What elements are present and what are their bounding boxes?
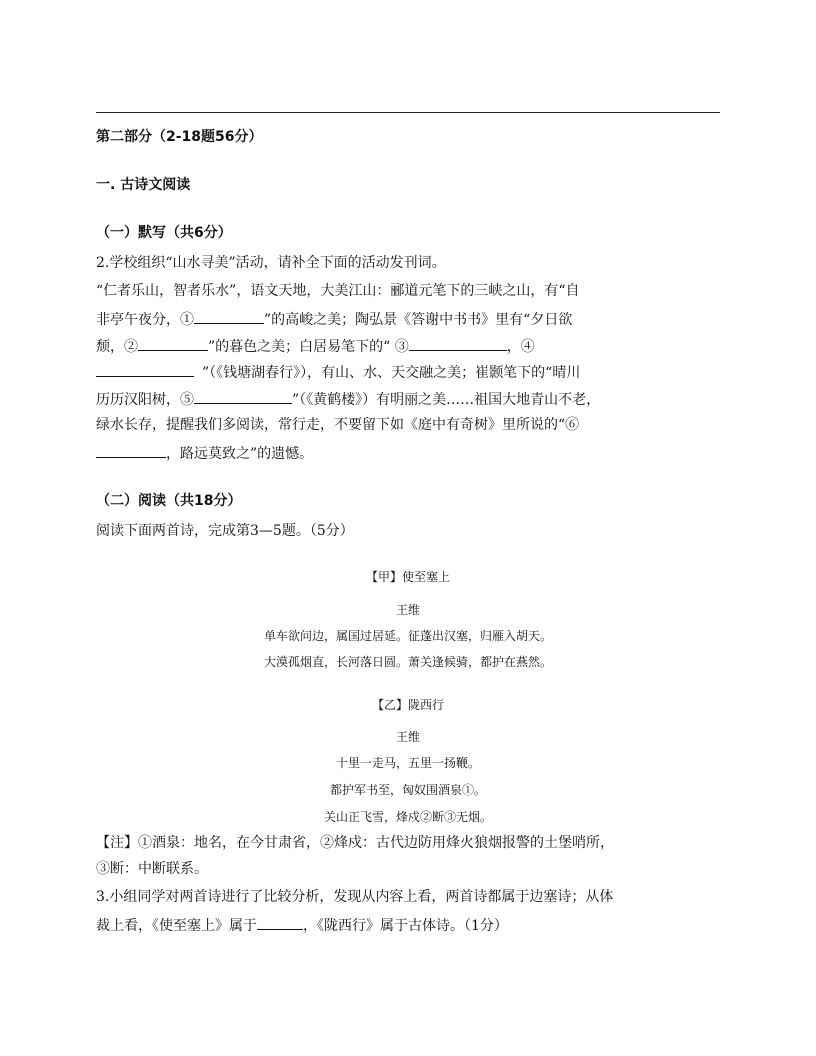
q2-line7: 绿水长存，提醒我们多阅读，常行走，不要留下如《庭中有奇树》里所说的“⑥: [96, 417, 580, 433]
q2-line6a: 历历汉阳树，⑤: [96, 392, 194, 408]
poem2-line: 关山正飞雪，烽戍②断③无烟。: [323, 810, 492, 824]
q2-line1: 2.学校组织“山水寻美”活动，请补全下面的活动发刊词。: [96, 255, 446, 271]
section-title: 第二部分（2-18题56分）: [96, 129, 263, 145]
poem1-line: 单车欲问边，属国过居延。征蓬出汉塞，归雁入胡天。: [263, 629, 552, 643]
q2-line4c: ，④: [506, 339, 535, 355]
q2-line6: [96, 391, 600, 407]
note-line1: 【注】①酒泉：地名，在今甘肃省，②烽戍：古代边防用烽火狼烟报警的土堡哨所，: [96, 835, 614, 851]
q2-line5b: ”（《钱塘湖春行》），有山、水、天交融之美；崔颢笔下的“晴川: [202, 365, 581, 381]
q3-line2: [96, 917, 508, 933]
blank-5[interactable]: [194, 391, 292, 404]
sub2-title: （二）阅读（共18分）: [96, 493, 242, 509]
q2-line4: [96, 338, 535, 354]
sub1-title: （一）默写（共6分）: [96, 225, 232, 241]
read-intro: 阅读下面两首诗，完成第3—5题。（5分）: [96, 523, 354, 539]
blank-1[interactable]: [194, 311, 264, 324]
blank-3[interactable]: [409, 338, 507, 351]
q2-line5: [96, 364, 580, 380]
poem1-author: 王维: [395, 603, 420, 617]
q3-line2a: 裁上看，《使至塞上》属于: [96, 918, 257, 934]
q2-line4b: ”的暮色之美；白居易笔下的“ ③: [208, 339, 409, 355]
q2-line3: [96, 311, 572, 327]
poem1-line: 大漠孤烟直，长河落日圆。萧关逢候骑，都护在燕然。: [263, 655, 552, 669]
poem2-line: 都护军书至，匈奴围酒泉①。: [329, 783, 486, 797]
q3-line1: 3.小组同学对两首诗进行了比较分析，发现从内容上看，两首诗都属于边塞诗；从体: [96, 889, 614, 905]
poem2-author: 王维: [395, 730, 420, 744]
q2-line2: “仁者乐山，智者乐水”，语文天地，大美江山：郦道元笔下的三峡之山，有“自: [96, 283, 580, 299]
q2-line4a: 颓，②: [96, 339, 138, 355]
blank-2[interactable]: [138, 338, 208, 351]
q2-line8b: ，路远莫致之”的遗憾。: [166, 446, 314, 462]
note-line2: ③断：中断联系。: [96, 861, 208, 877]
poem1-title: 【甲】使至塞上: [365, 570, 450, 584]
blank-q3[interactable]: [257, 917, 303, 930]
q2-line3a: 非亭午夜分，①: [96, 312, 194, 328]
blank-6[interactable]: [96, 445, 166, 458]
header-rule: [96, 112, 720, 113]
q2-line8: [96, 445, 313, 461]
q2-line3b: ”的高峻之美；陶弘景《答谢中书书》里有“夕日欲: [264, 312, 573, 328]
q3-line2b: ，《陇西行》属于古体诗。（1分）: [303, 918, 508, 934]
q2-line6b: ”（《黄鹤楼》）有明丽之美……祖国大地青山不老，: [292, 392, 601, 408]
poem2-title: 【乙】陇西行: [371, 698, 444, 712]
blank-4[interactable]: [96, 364, 194, 377]
part1-title: 一. 古诗文阅读: [96, 177, 191, 193]
poem2-line: 十里一走马，五里一扬鞭。: [335, 756, 480, 770]
